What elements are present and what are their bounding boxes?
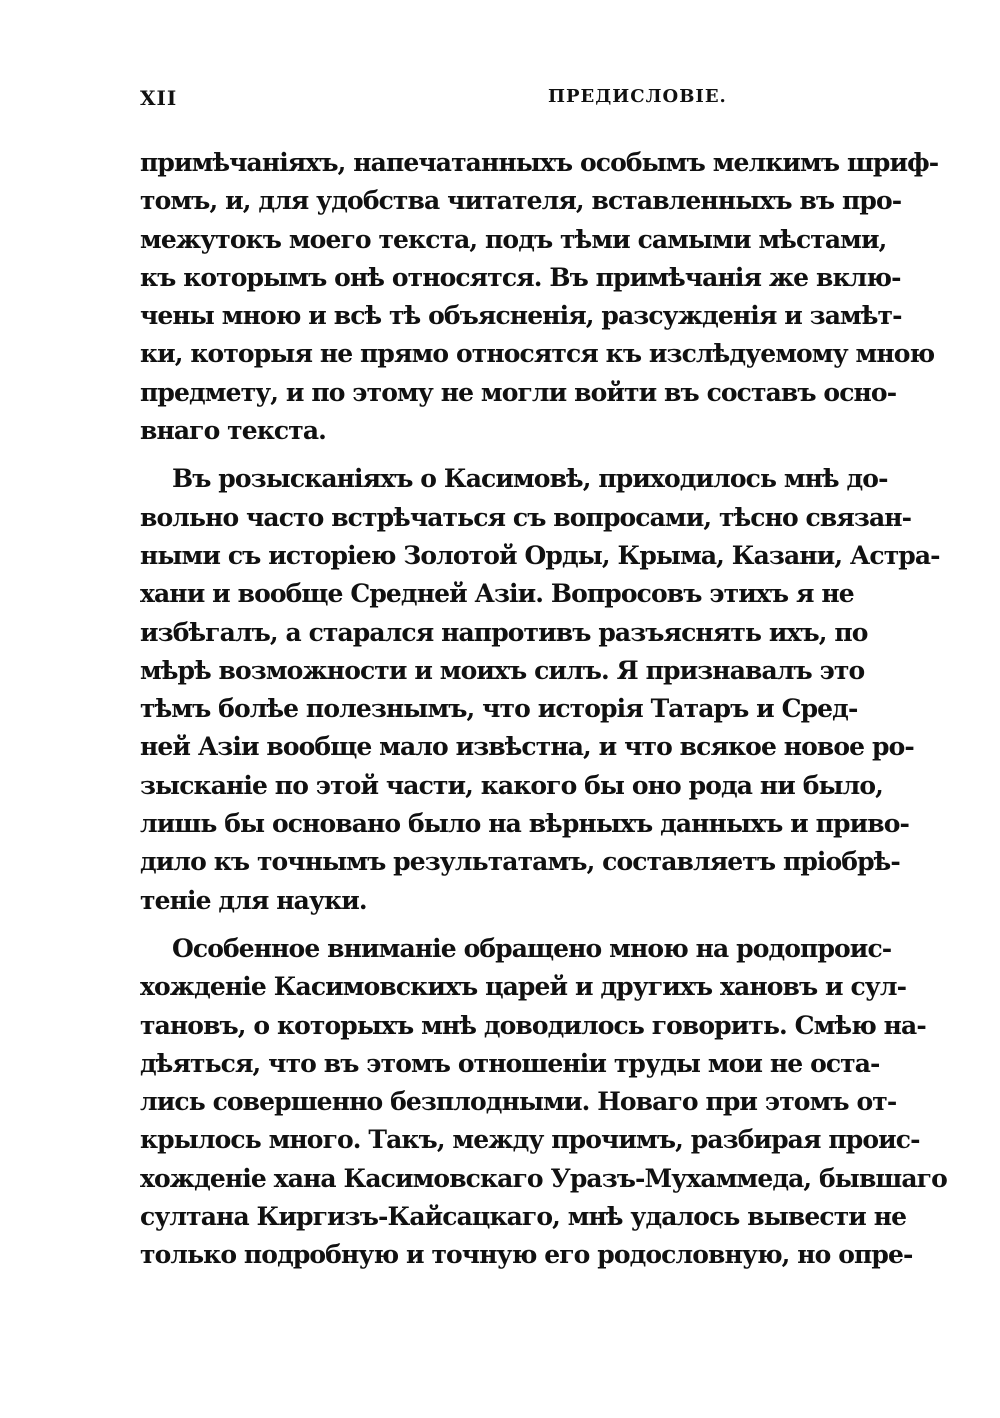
text-line: вольно часто встрѣчаться съ вопросами, тѣсно связан- bbox=[140, 502, 912, 532]
body-text bbox=[140, 144, 947, 1275]
paragraph-3 bbox=[140, 930, 947, 1275]
text-line: мѣрѣ возможности и моихъ силъ. Я признавалъ это bbox=[140, 655, 865, 685]
text-line: чены мною и всѣ тѣ объясненія, разсужденія и замѣт- bbox=[140, 301, 902, 331]
text-line: лись совершенно безплодными. Новаго при этомъ от- bbox=[140, 1087, 897, 1117]
text-line: дѣяться, что въ этомъ отношеніи труды мои не оста- bbox=[140, 1048, 880, 1078]
text-line: только подробную и точную его родословную, но опре- bbox=[140, 1240, 913, 1270]
text-line: теніе для науки. bbox=[140, 885, 367, 915]
text-line: султана Киргизъ-Кайсацкаго, мнѣ удалось вывести не bbox=[140, 1202, 907, 1232]
text-line: ней Азіи вообще мало извѣстна, и что всякое новое ро- bbox=[140, 732, 914, 762]
text-line: примѣчаніяхъ, напечатанныхъ особымъ мелкимъ шриф- bbox=[140, 148, 939, 177]
paragraph-1 bbox=[140, 144, 939, 450]
text-line: крылось много. Такъ, между прочимъ, разбирая проис- bbox=[140, 1125, 920, 1155]
text-line: Въ розысканіяхъ о Касимовѣ, приходилось мнѣ до- bbox=[172, 464, 888, 494]
text-line: хожденіе Касимовскихъ царей и другихъ хановъ и сул- bbox=[140, 972, 907, 1002]
text-line: къ которымъ онѣ относятся. Въ примѣчанія же вклю- bbox=[140, 262, 901, 292]
text-line: Особенное вниманіе обращено мною на родопроис- bbox=[172, 933, 892, 963]
text-line: избѣгалъ, а старался напротивъ разъяснять ихъ, по bbox=[140, 617, 868, 647]
text-line: дило къ точнымъ результатамъ, составляетъ пріобрѣ- bbox=[140, 847, 900, 877]
page-header bbox=[140, 86, 800, 116]
text-line: ки, которыя не прямо относятся къ изслѣдуемому мною bbox=[140, 339, 935, 369]
paragraph-2 bbox=[140, 460, 940, 920]
running-title: ПРЕДИСЛОВІЕ. bbox=[548, 86, 727, 107]
text-line: тановъ, о которыхъ мнѣ доводилось говорить. Смѣю на- bbox=[140, 1010, 926, 1040]
text-line: томъ, и, для удобства читателя, вставленныхъ въ про- bbox=[140, 186, 902, 216]
text-line: межутокъ моего текста, подъ тѣми самыми мѣстами, bbox=[140, 224, 887, 254]
text-line: зысканіе по этой части, какого бы оно рода ни было, bbox=[140, 770, 883, 800]
text-line: хожденіе хана Касимовскаго Уразъ-Мухаммеда, бывшаго bbox=[140, 1163, 947, 1193]
text-line: тѣмъ болѣе полезнымъ, что исторія Татаръ и Сред- bbox=[140, 694, 858, 724]
text-line: ными съ исторіею Золотой Орды, Крыма, Казани, Астра- bbox=[140, 540, 940, 570]
text-line: внаго текста. bbox=[140, 416, 326, 446]
text-line: лишь бы основано было на вѣрныхъ данныхъ и приво- bbox=[140, 809, 909, 839]
page-number: XII bbox=[140, 86, 178, 110]
text-line: предмету, и по этому не могли войти въ составъ осно- bbox=[140, 377, 897, 407]
text-line: хани и вообще Средней Азіи. Вопросовъ этихъ я не bbox=[140, 579, 854, 609]
